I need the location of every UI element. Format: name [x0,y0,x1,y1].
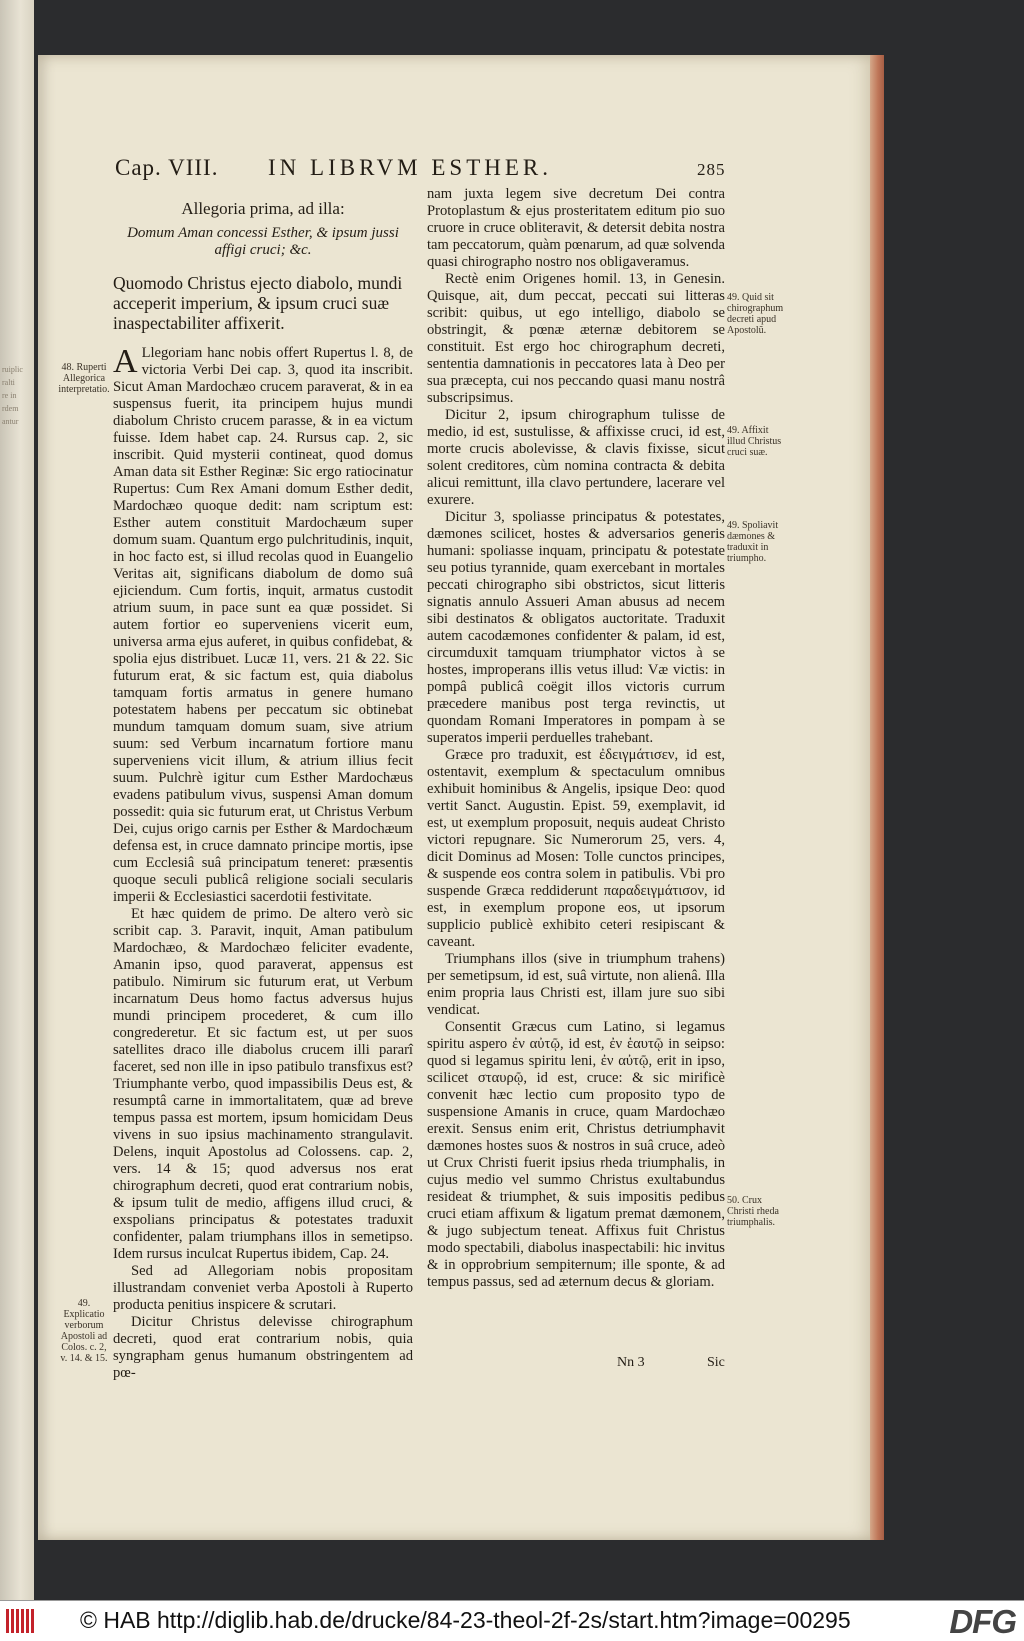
paragraph-text: Llegoriam hanc nobis offert Rupertus l. 8, de victoria Verbi Dei cap. 3, quod ita inscribit. Sicut Aman Mardochæo crucem paraverat, & in ea suspensus fuerit, ita principem hujus mundi diabolum Christo crucem parasse, & in ea victum fuisse. Idem habet cap. 24. Rursus cap. 2, sic inscribit. Quid mysterii contineat, quod domus Aman data sit Esther Reginæ: Sic ergo ratiocinatur Rupertus: Cum Rex Amani domum Esther dedit, Mardochæo quoque dedit: nam scriptum est: Esther autem constituit Mardochæum super domum suam. Quantum ergo pulchritudinis, inquit, in hoc facto est, si illud recolas quod in Euangelio Veritas ait, significans diabolum de domo suâ ejiciendum. Cum fortis, inquit, armatus custodit atrium suum, in pace sunt ea quæ possidet. Si autem fortior eo superveniens vicerit eum, universa arma ejus auferet, in quibus confidebat, & spolia ejus distribuet. Lucæ 11, vers. 21 & 22. Sic futurum erat, & sic factum est, quia diabolus tamquam fortis armatus in genere humano potestatem habens per peccatum sic obtinebat mundum tamquam domum suam, sive atrium suum: sed Verbum incarnatum fortiore manu superveniens vicit illum, & atrium illius fecit suum. Pulchrè igitur cum Esther Mardochæus evadens patibulum vivus, suspensi Aman domum possedit: quia sic futurum erat, ut Christus Verbum Dei, cujus origo carnis per Esther & Mardochæum defensa est, in cruce damnato principe mortis, ipse cum Ecclesiâ suâ principatum teneret: præsentis quoque seculi publicâ religione sociali secularis imperii & Ecclesiastici sacerdotii festivitate. [113,345,413,905]
viewer-footer [0,1600,1024,1641]
margin-note: 50. Crux Christi rheda triumphalis. [727,1195,779,1228]
margin-note: 49. Spoliavit dæmones & traduxit in triumpho. [727,520,779,564]
facing-page-fragment: ralti [2,378,15,387]
paragraph: Dicitur Christus delevisse chirographum decreti, quod erat contrarium nobis, quia syngrapham genus humanum obstringentem ad pœ- [113,1314,413,1381]
page-edge-red [870,55,884,1540]
scripture-verse: Domum Aman concessi Esther, & ipsum jussi affigi cruci; &c. [127,225,399,258]
signature-mark: Nn 3 [617,1355,645,1370]
paragraph: nam juxta legem sive decretum Dei contra Protoplastum & ejus prosteritatem editum pio suo cruore in cruce obliteravit, & detersit debita nostra tam peccatorum, quàm pœnarum, ad quæ solvenda quasi chirographo nostro nos obligaveramus. [427,186,725,270]
paragraph: Sed ad Allegoriam nobis propositam illustrandam conveniet verba Apostoli à Ruperto producta penitius inspicere & scrutari. [113,1263,413,1313]
facing-page-fragment: ruiplic [2,365,23,374]
left-text-column [113,200,413,1382]
barcode-icon [6,1609,34,1633]
page-number: 285 [697,160,726,179]
paragraph: Dicitur 2, ipsum chirographum tulisse de medio, id est, sustulisse, & affixisse cruci, id est, morte crucis abolevisse, & clavis fixisse, sicut solent creditores, cùm nomina contracta & debita alicui remittunt, illa clavo pertundere, lacerare vel exurere. [427,407,725,508]
paragraph: Triumphans illos (sive in triumphum trahens) per semetipsum, id est, suâ virtute, non alienâ. Illa enim propria laus Christi est, illam jure suo sibi vendicat. [427,951,725,1018]
facing-page-fragment: antur [2,417,19,426]
copyright-url[interactable]: © HAB http://diglib.hab.de/drucke/84-23-theol-2f-2s/start.htm?image=00295 [80,1607,851,1633]
chapter-heading: Cap. VIII. [115,155,219,180]
facing-page-fragment: re in [2,391,17,400]
margin-note: 48. Ruperti Allegorica interpretatio. [58,362,110,395]
drop-cap: A [113,343,138,380]
paragraph: Græce pro traduxit, est ἐδειγμάτισεν, id est, ostentavit, exemplum & spectaculum omnibus exhibuit hominibus & Angelis, ipsique Deo: quod vertit Sanct. Augustin. Epist. 59, exemplavit, id est, ut exemplum proposuit, nequis audeat Christo victori repugnare. Sic Numerorum 25, vers. 4, dicit Dominus ad Mosen: Tolle cunctos principes, & suspende eos contra solem in patibulis. Vbi pro suspende Græca reddiderunt παραδειγμάτισον, id est, in exemplum propone eos, ut ipsorum supplicio publicè exhibito ceteri resipiscant & caveant. [427,747,725,950]
paragraph [113,345,413,906]
paragraph: Dicitur 3, spoliasse principatus & potestates, dæmones scilicet, hostes & adversarios generis humani: spoliasse inquam, principatu & potestate seu potius tyrannide, quam exercebant in mortales peccati chirographo sibi obstrictos, sicut litteris signatis annulo Assueri Aman abusus ad necem sibi destinatos & obligatos auctoritate. Traduxit autem cacodæmones confidenter & palam, id est, circumduxit tamquam triumphator victos à se hostes, improperans illis vetus illud: Væ victis: in pompâ publicâ coëgit illos victoris currum præcedere manibus post terga revinctis, ut quondam Romani Imperatores in pompam à se superatos imperii perduelles trahebant. [427,509,725,746]
catchword: Sic [707,1355,725,1370]
facing-page-edge [0,0,34,1600]
margin-note: 49. Quid sit chirographum decreti apud Apostolũ. [727,292,784,336]
section-question: Quomodo Christus ejecto diabolo, mundi acceperit imperium, & ipsum cruci suæ inaspectabiliter affixerit. [113,273,403,333]
section-title: Allegoria prima, ad illa: [181,199,345,218]
paragraph: Et hæc quidem de primo. De altero verò sic scribit cap. 3. Paravit, inquit, Aman patibulum Mardochæo, & Mardochæo feliciter evadente, Amanin ipso, quod paraverat, appensus est patibulo. Nimirum sic futurum erat, ut Verbum incarnatum Deus homo factus adversus hujus mundi principem procederet, & cum illo congrederetur. Et sic factum est, ut per suos satellites draco ille diabolus crucem illi pararî faceret, sed non ille in ipso patibulo transfixus est? Triumphante verbo, quod impassibilis Deus est, & resumptâ carne in immortalitatem, quæ ad breve tempus passa est mortem, ipsum homicidam Deus vivens in suo ipsius machinamento strangulavit. Delens, inquit Apostolus ad Colossens. cap. 2, vers. 14 & 15; quod adversus nos erat chirographum decreti, quod erat contrarium nobis, & ipsum tulit de medio, affigens illud cruci, & exspolians principatus & potestates traduxit confidenter, palam triumphans illos in semetipso. Idem rursus inculcat Rupertus ibidem, Cap. 24. [113,906,413,1262]
dfg-logo: DFG [949,1603,1016,1640]
margin-note: 49. Explicatio verborum Apostoli ad Colos. c. 2, v. 14. & 15. [60,1298,108,1364]
paragraph: Consentit Græcus cum Latino, si legamus spiritu aspero ἐν αὐτῷ, id est, ἐν ἑαυτῷ in seipso: quod si legamus spiritu leni, ἐν αὐτῷ, erit in ipso, scilicet σταυρῷ, id est, cruce: & sic mirificè convenit hæc lectio cum proposito typo de suspensione Amanis in cruce, quam Mardochæo erexit. Sensus enim erit, Christus detriumphavit dæmones hostes suos & nostros in suâ cruce, adeò ut Crux Christi fuerit ipsius rheda triumphalis, in cujus medio vel summo Christus exultabundus resideat & triumphet, & suis impositis pedibus cruci etiam affixum & ligatum premat dæmonem, & jugo subjectum teneat. Affixus fuit Christus modo spectabili, diabolus inaspectabili: hic invitus & in opprobrium sempiternum; ille sponte, & ad tempus passus, sed ad æternum decus & gloriam. [427,1019,725,1290]
margin-note: 49. Affixit illud Christus cruci suæ. [727,425,782,458]
facing-page-fragment: rdem [2,404,19,413]
right-text-column [427,186,725,1291]
running-title: IN LIBRVM ESTHER. [268,155,553,180]
paragraph: Rectè enim Origenes homil. 13, in Genesin. Quisque, ait, dum peccat, peccati sui litteras scribit: quibus, ut ego intelligo, diabolo se obstringit, & pœnæ æternæ debitorem se constituit. Est ergo hoc chirographum decreti, sententia damnationis in peccatores lata à Deo per sua præcepta, cui nos peccando quasi manu nostrâ subscripsimus. [427,271,725,406]
